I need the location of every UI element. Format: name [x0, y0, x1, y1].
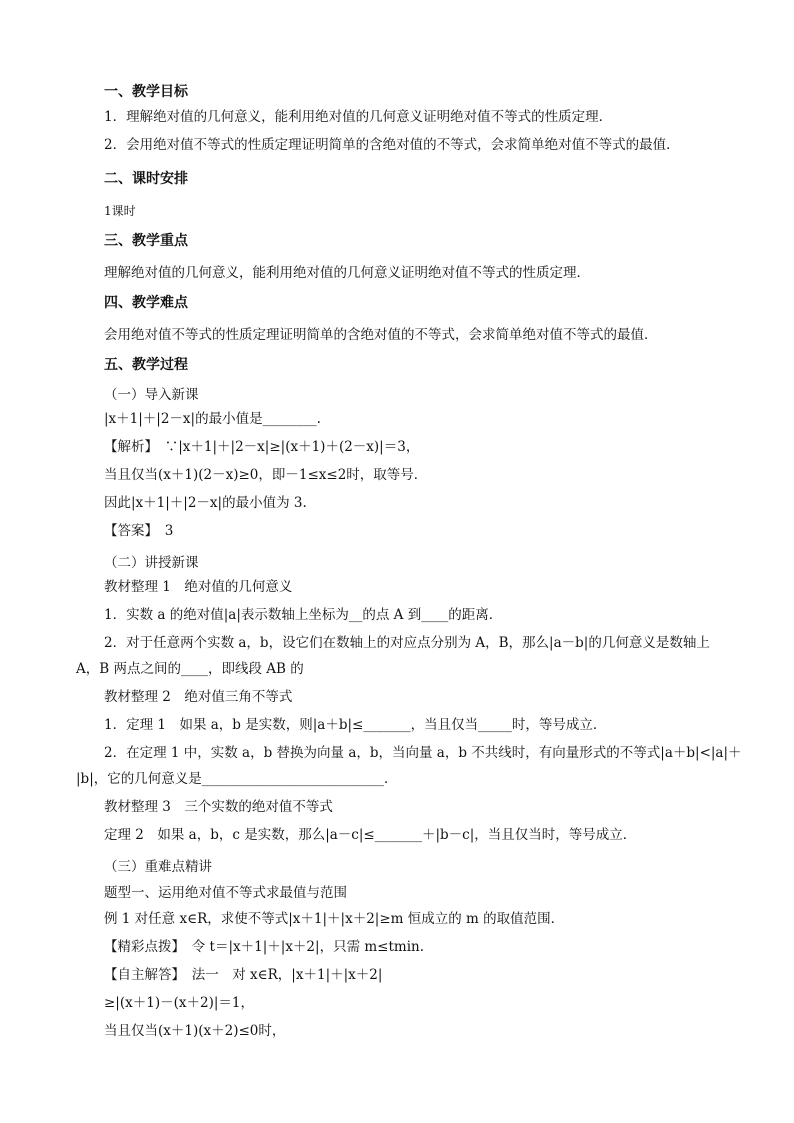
solution-line-3: 当且仅当(x＋1)(x＋2)≤0时，	[104, 1023, 286, 1039]
example-1: 例 1 对任意 x∈R，求使不等式|x＋1|＋|x＋2|≥m 恒成立的 m 的取值范围．	[104, 911, 565, 927]
textbook-note-2-item-1: 1．定理 1 如果 a，b 是实数，则|a＋b|≤_______，当且仅当_____时，等号成立．	[104, 717, 607, 733]
section-title-schedule: 二、课时安排	[104, 171, 188, 187]
schedule-text: 1课时	[104, 204, 136, 218]
difficulties-text: 会用绝对值不等式的性质定理证明简单的含绝对值的不等式，会求简单绝对值不等式的最值．	[104, 327, 658, 343]
textbook-note-2-item-2b: |b|，它的几何意义是___________________________．	[76, 771, 398, 787]
solution-line-1: 【自主解答】 法一 对 x∈R，|x＋1|＋|x＋2|	[104, 967, 383, 983]
textbook-note-2-title: 教材整理 2 绝对值三角不等式	[104, 689, 293, 705]
section-title-process: 五、教学过程	[104, 357, 188, 373]
problem-type-1: 题型一、运用绝对值不等式求最值与范围	[104, 885, 347, 901]
part3-title: （三）重难点精讲	[104, 859, 212, 875]
textbook-note-1-item-2b: A，B 两点之间的____，即线段 AB 的	[76, 661, 304, 677]
section-title-difficulties: 四、教学难点	[104, 295, 188, 311]
part1-answer: 【答案】 3	[104, 523, 174, 539]
objective-item-1: 1．理解绝对值的几何意义，能利用绝对值的几何意义证明绝对值不等式的性质定理．	[104, 109, 613, 125]
part2-title: （二）讲授新课	[104, 555, 199, 571]
part1-analysis-line2: 当且仅当(x＋1)(2－x)≥0，即－1≤x≤2时，取等号．	[104, 467, 428, 483]
solution-line-2: ≥|(x＋1)－(x＋2)|＝1，	[104, 995, 254, 1011]
textbook-note-3-theorem-2: 定理 2 如果 a，b，c 是实数，那么|a－c|≤_______＋|b－c|，当且仅当时，等号成立．	[104, 827, 637, 843]
key-points-text: 理解绝对值的几何意义，能利用绝对值的几何意义证明绝对值不等式的性质定理．	[104, 265, 590, 281]
part1-analysis-line1: 【解析】 ∵|x＋1|＋|2－x|≥|(x＋1)＋(2－x)|＝3，	[104, 439, 420, 455]
section-title-key-points: 三、教学重点	[104, 233, 188, 249]
textbook-note-2-item-2a: 2．在定理 1 中，实数 a，b 替换为向量 a，b，当向量 a，b 不共线时，有向量形式的不等式|a＋b|<|a|＋	[104, 745, 742, 761]
part1-analysis-line3: 因此|x＋1|＋|2－x|的最小值为 3.	[104, 495, 307, 511]
part1-question: |x＋1|＋|2－x|的最小值是________.	[104, 411, 321, 427]
textbook-note-3-title: 教材整理 3 三个实数的绝对值不等式	[104, 799, 333, 815]
textbook-note-1-item-1: 1．实数 a 的绝对值|a|表示数轴上坐标为__的点 A 到____的距离．	[104, 607, 503, 623]
section-title-objectives: 一、教学目标	[104, 84, 188, 100]
textbook-note-1-item-2a: 2．对于任意两个实数 a，b，设它们在数轴上的对应点分别为 A，B，那么|a－b|的几何意义是数轴上	[104, 635, 710, 651]
hint-line: 【精彩点拨】 令 t＝|x＋1|＋|x＋2|，只需 m≤tmin.	[104, 939, 424, 955]
textbook-note-1-title: 教材整理 1 绝对值的几何意义	[104, 579, 293, 595]
part1-title: （一）导入新课	[104, 387, 199, 403]
objective-item-2: 2．会用绝对值不等式的性质定理证明简单的含绝对值的不等式，会求简单绝对值不等式的最值．	[104, 137, 680, 153]
